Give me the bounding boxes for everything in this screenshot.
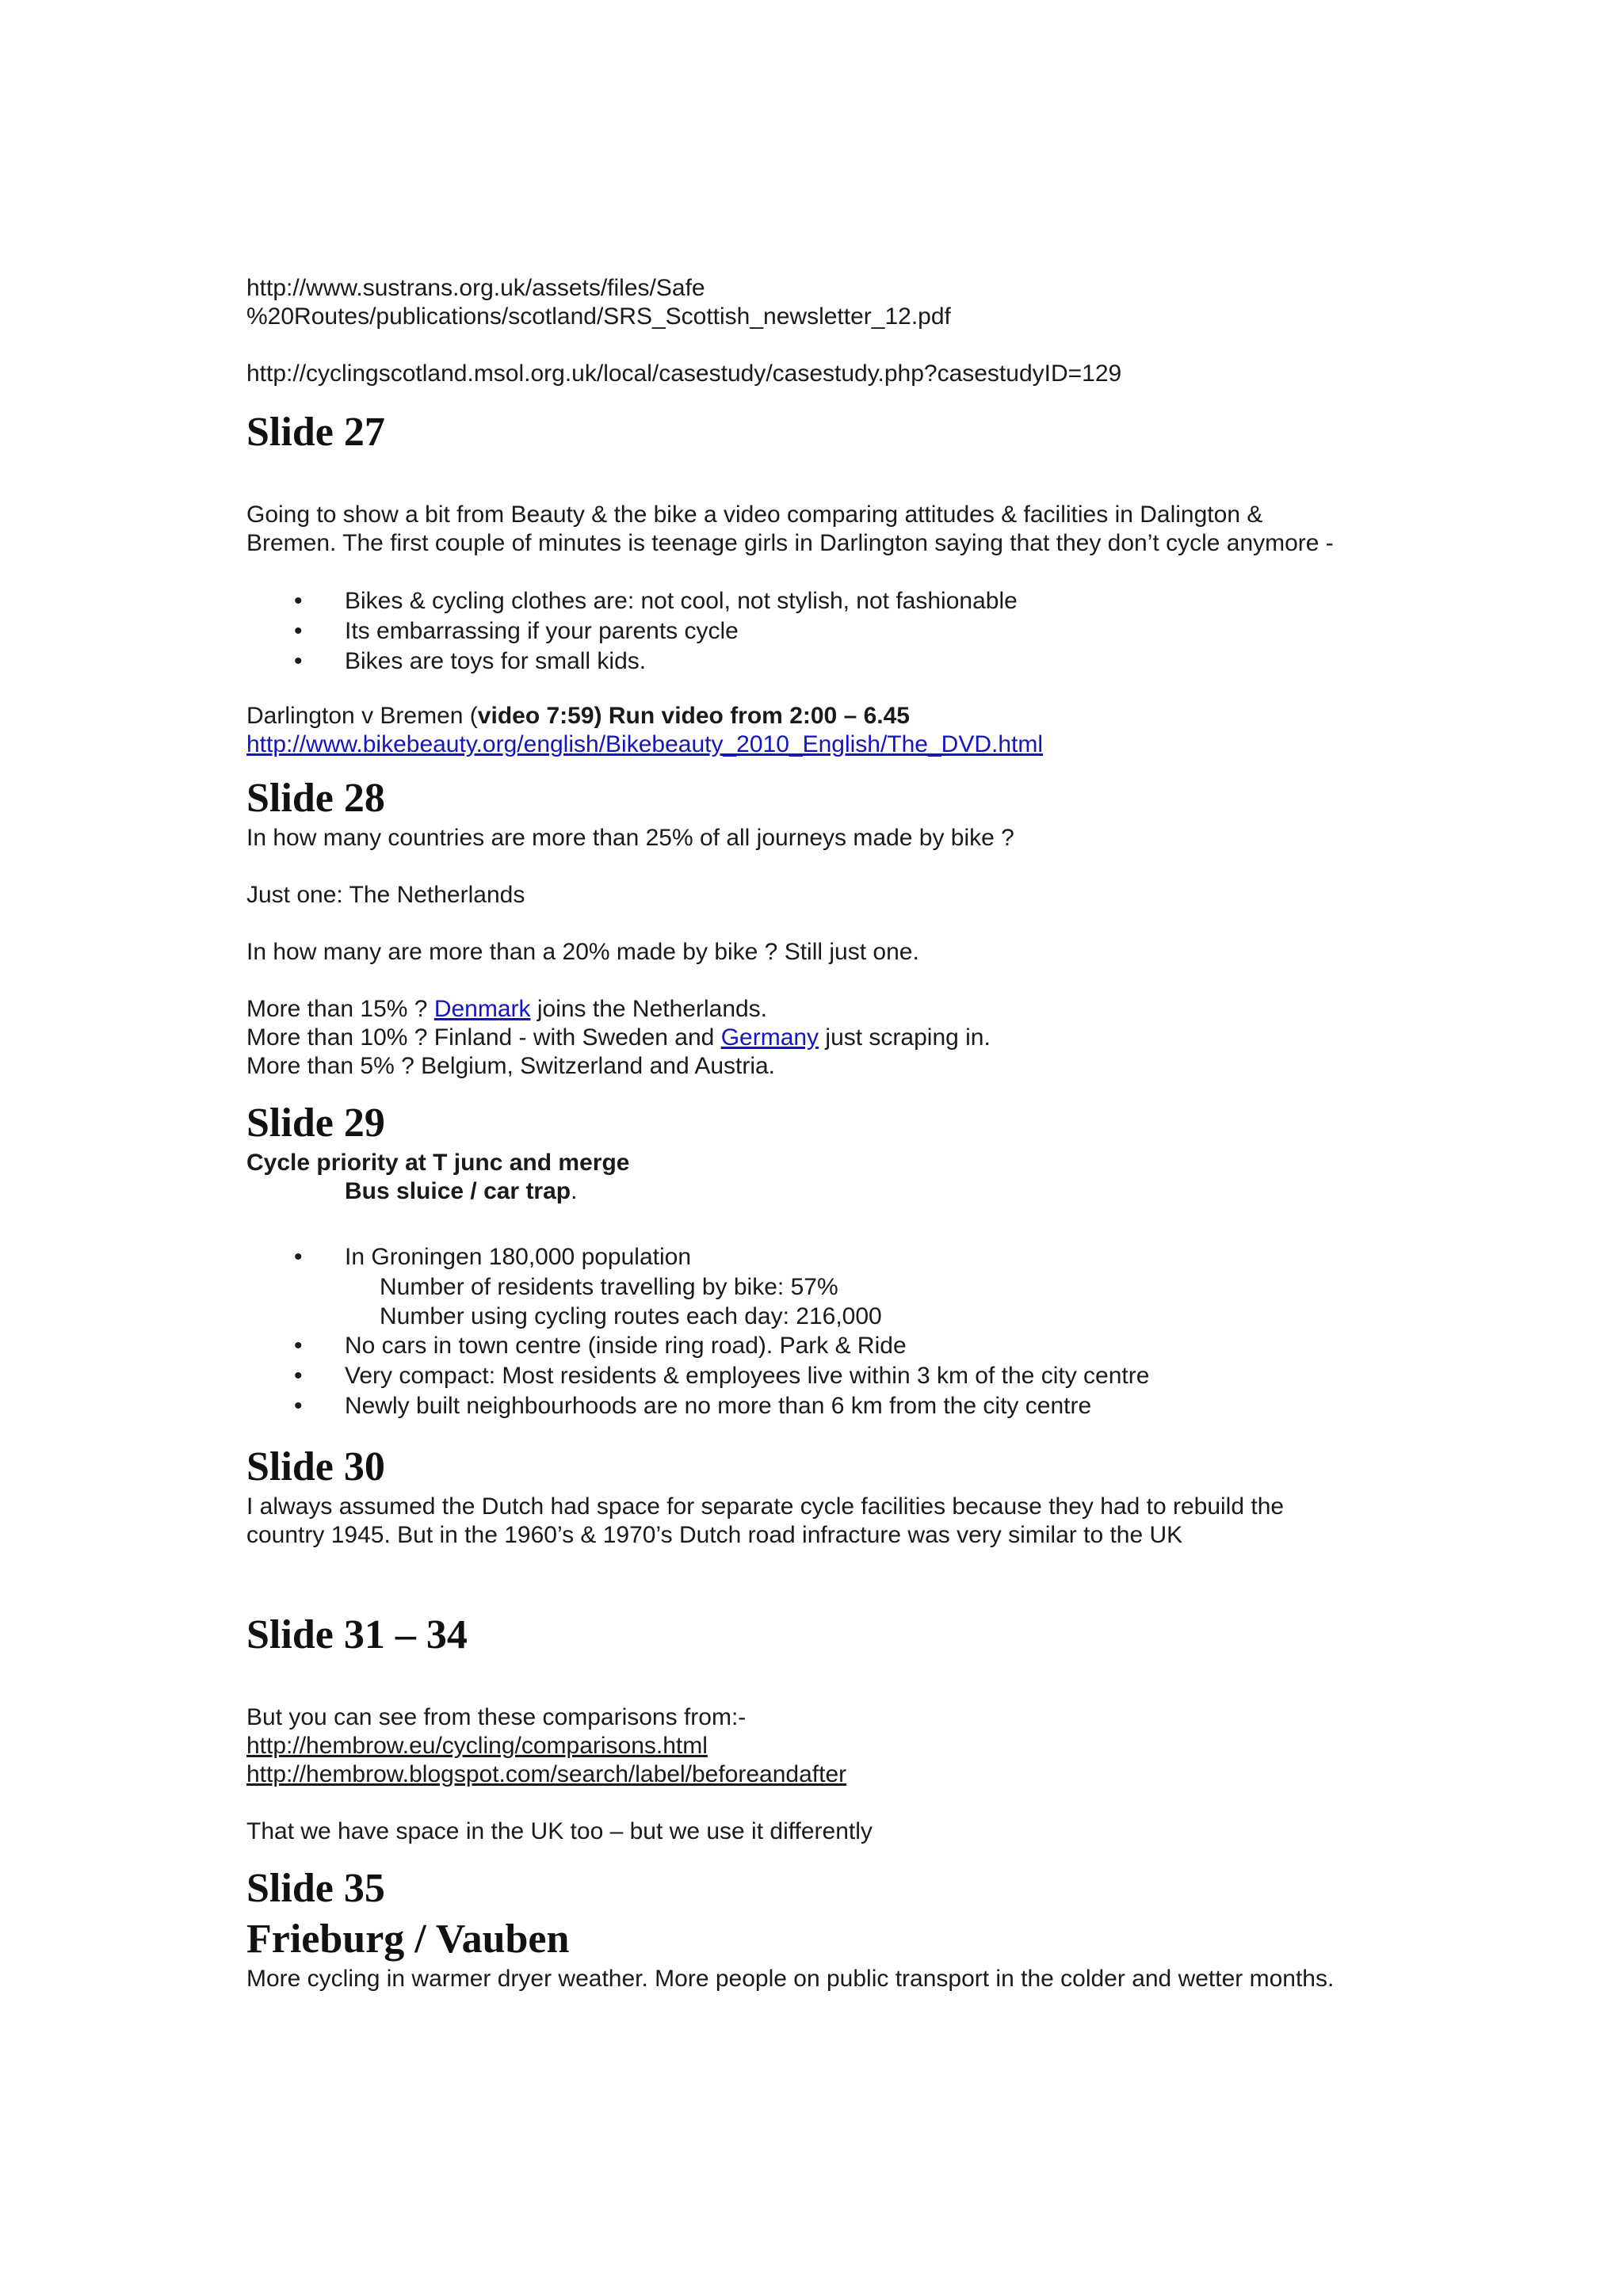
groningen-stat-1: Number of residents travelling by bike: 57% [380, 1274, 838, 1300]
hembrow-blog-link[interactable]: http://hembrow.blogspot.com/search/label/beforeandafter [246, 1761, 847, 1787]
hembrow-comparisons-link[interactable]: http://hembrow.eu/cycling/comparisons.html [246, 1733, 708, 1759]
denmark-link[interactable]: Denmark [433, 996, 531, 1022]
slide-29-subtitle-2: Bus sluice / car trap. [345, 1178, 578, 1204]
groningen-stat-2: Number using cycling routes each day: 216,000 [380, 1303, 882, 1329]
document-content [246, 274, 1403, 1993]
list-item: • Newly built neighbourhoods are no more than 6 km from the city centre [246, 1391, 1403, 1421]
slide-31-intro: But you can see from these comparisons from:- [246, 1704, 747, 1730]
slide-31-conclusion: That we have space in the UK too – but we use it differently [246, 1818, 873, 1844]
slide-27-intro-line2: Bremen. The first couple of minutes is teenage girls in Darlington saying that they don’t cycle anymore - [246, 530, 1334, 556]
cyclingscotland-url: http://cyclingscotland.msol.org.uk/local/casestudy/casestudy.php?casestudyID=129 [246, 360, 1122, 387]
slide-27-heading: Slide 27 [246, 410, 385, 455]
slide-29-bullet-list-continued [246, 1331, 1403, 1421]
slide-30-line2: country 1945. But in the 1960’s & 1970’s Dutch road infracture was very similar to the UK [246, 1522, 1183, 1548]
slide-29-heading: Slide 29 [246, 1100, 385, 1146]
slide-31-34-heading: Slide 31 – 34 [246, 1612, 468, 1657]
slide-28-15-percent: More than 15% ? Denmark joins the Netherlands. [246, 996, 768, 1022]
bullet-icon: • [294, 1244, 303, 1270]
slide-30-heading: Slide 30 [246, 1444, 385, 1489]
sustrans-url-line2: %20Routes/publications/scotland/SRS_Scottish_newsletter_12.pdf [246, 303, 951, 330]
slide-35-line1: More cycling in warmer dryer weather. More people on public transport in the colder and wetter months. [246, 1966, 1335, 1992]
list-item: • Very compact: Most residents & employees live within 3 km of the city centre [246, 1361, 1403, 1391]
list-item: • Bikes are toys for small kids. [246, 646, 1403, 677]
slide-29-subtitle-1: Cycle priority at T junc and merge [246, 1150, 630, 1176]
slide-28-heading: Slide 28 [246, 776, 385, 821]
slide-29-bullet-list [246, 1242, 1403, 1272]
sustrans-url-line1: http://www.sustrans.org.uk/assets/files/Safe [246, 275, 705, 301]
slide-27-bullet-list [246, 586, 1403, 677]
bullet-icon: • [294, 1393, 303, 1419]
slide-27-video-line: Darlington v Bremen (video 7:59) Run video from 2:00 – 6.45 [246, 703, 910, 729]
list-item: • No cars in town centre (inside ring road). Park & Ride [246, 1331, 1403, 1361]
slide-35-subheading: Frieburg / Vauben [246, 1917, 570, 1962]
bullet-icon: • [294, 618, 303, 644]
slide-28-answer-1: Just one: The Netherlands [246, 882, 525, 908]
slide-28-5-percent: More than 5% ? Belgium, Switzerland and Austria. [246, 1053, 776, 1079]
slide-28-question-2: In how many are more than a 20% made by bike ? Still just one. [246, 939, 919, 965]
slide-30-line1: I always assumed the Dutch had space for separate cycle facilities because they had to rebuild the [246, 1493, 1285, 1520]
slide-28-10-percent: More than 10% ? Finland - with Sweden and Germany just scraping in. [246, 1024, 991, 1051]
germany-link[interactable]: Germany [720, 1024, 819, 1051]
list-item: • Its embarrassing if your parents cycle [246, 616, 1403, 646]
slide-27-intro-line1: Going to show a bit from Beauty & the bike a video comparing attitudes & facilities in Dalington & [246, 502, 1263, 528]
slide-35-heading: Slide 35 [246, 1866, 385, 1911]
bullet-icon: • [294, 648, 303, 674]
slide-28-question-1: In how many countries are more than 25% of all journeys made by bike ? [246, 825, 1014, 851]
list-item: • In Groningen 180,000 population [246, 1242, 1403, 1272]
list-item: • Bikes & cycling clothes are: not cool, not stylish, not fashionable [246, 586, 1403, 616]
bikebeauty-link[interactable]: http://www.bikebeauty.org/english/Bikebeauty_2010_English/The_DVD.html [246, 731, 1044, 757]
bullet-icon: • [294, 1363, 303, 1389]
bullet-icon: • [294, 1333, 303, 1359]
bullet-icon: • [294, 588, 303, 614]
